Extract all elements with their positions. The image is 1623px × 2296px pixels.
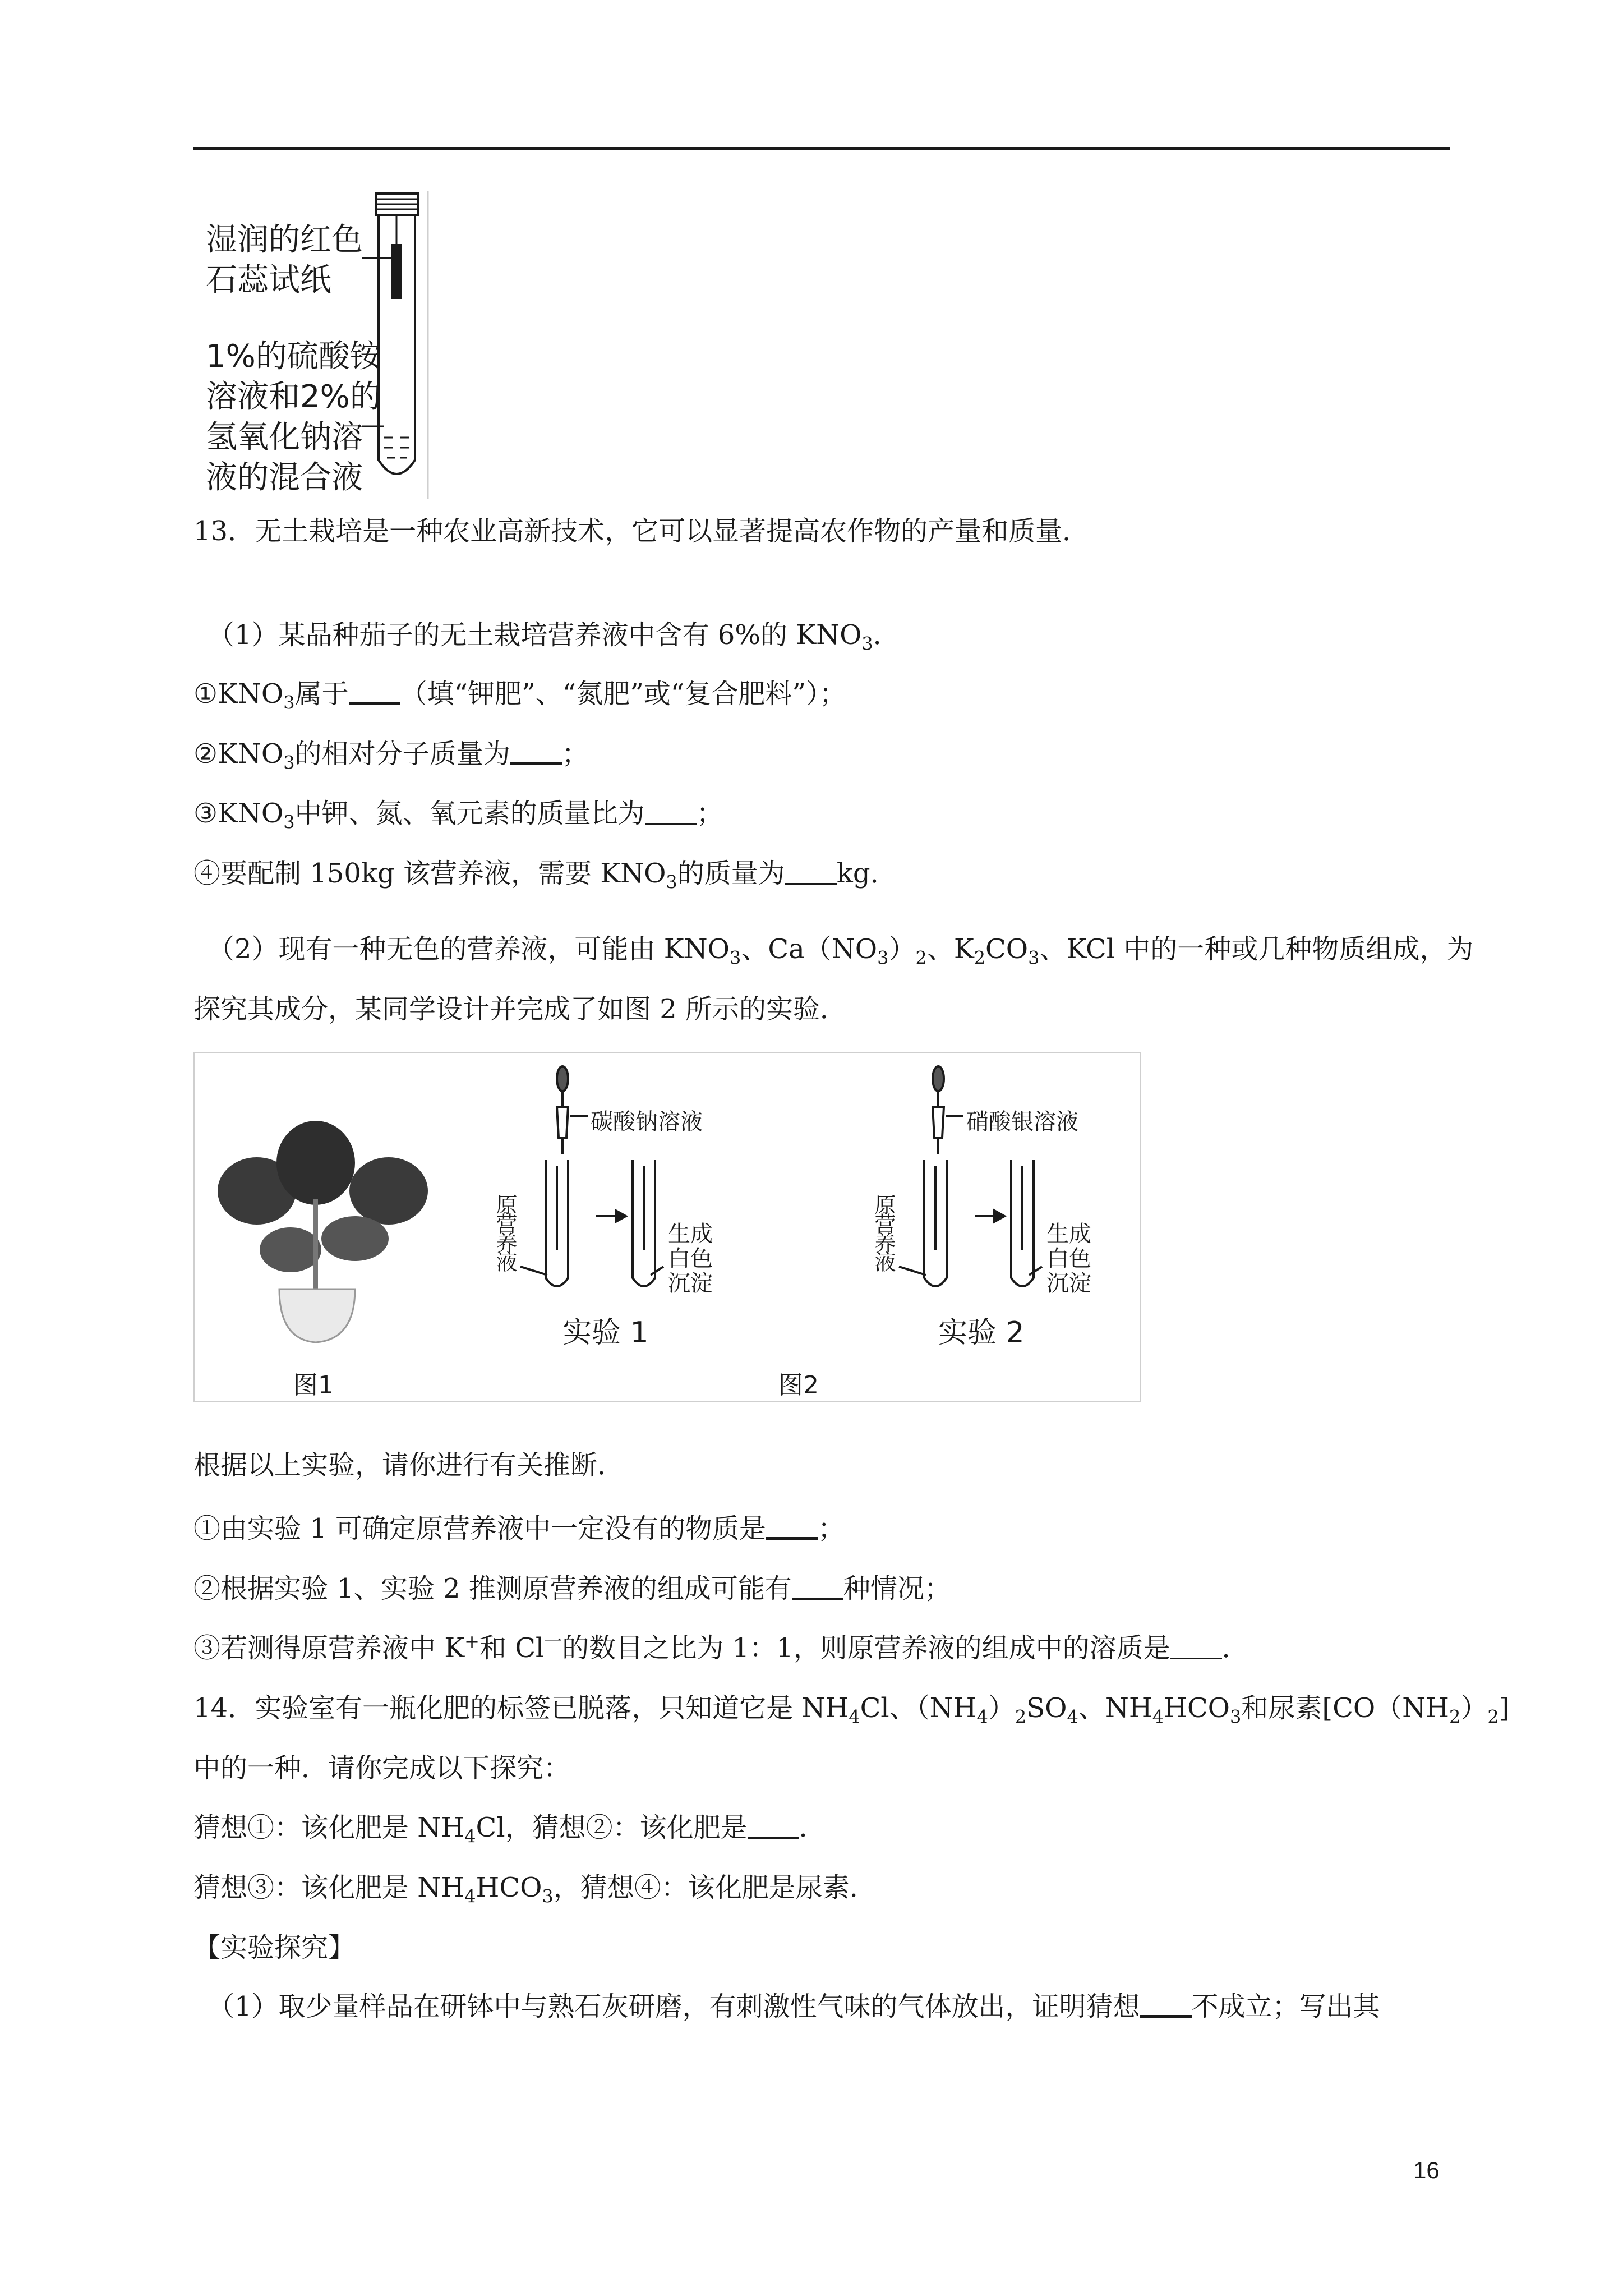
experiment-2-caption: 实验 2 — [938, 1316, 1025, 1350]
answer-blank[interactable] — [645, 800, 697, 825]
answer-blank[interactable] — [510, 740, 562, 765]
answer-blank[interactable] — [1140, 1993, 1192, 2018]
litmus-paper-label: 湿润的红色 石蕊试纸 — [206, 222, 363, 298]
orig-liquid-label-1: 原营养液 — [492, 1194, 517, 1270]
experiment-1-caption: 实验 1 — [562, 1316, 649, 1350]
infer-3: ③若测得原营养液中 K+和 $Cl^一$的数目之比为 1：1，则原营养液的组成中的溶质是 ． — [193, 1631, 1249, 1664]
q13-part2-cont: 探究其成分，某同学设计并完成了如图 2 所示的实验． — [193, 993, 847, 1025]
figure-2-caption: 图2 — [778, 1371, 819, 1400]
q13-part1: （1）某品种茄子的无土栽培营养液中含有 6%的 $KNO_3$． — [208, 619, 900, 655]
result-label-2: 生成 白色 沉淀 — [1046, 1221, 1091, 1296]
experiment-2-apparatus — [899, 1066, 1042, 1286]
reagent-2-label: 硝酸银溶液 — [966, 1109, 1078, 1135]
mixture-label: 1%的硫酸铵 溶液和2%的 氢氧化钠溶 液的混合液 — [206, 338, 381, 496]
result-label-1: 生成 白色 沉淀 — [668, 1221, 713, 1296]
header-rule — [193, 147, 1450, 150]
answer-blank[interactable] — [766, 1515, 818, 1540]
infer-2: ②根据实验 1、实验 2 推测原营养液的组成可能有 种情况； — [193, 1573, 951, 1604]
test-tube-drawing — [193, 191, 432, 499]
page-number: 16 — [1413, 2157, 1440, 2183]
answer-blank[interactable] — [792, 1576, 843, 1600]
reagent-1-label: 碳酸钠溶液 — [591, 1109, 703, 1135]
plant-illustration — [218, 1121, 428, 1342]
q13-sub1: $①KNO_3$属于 （填“钾肥”、“氮肥”或“复合肥料”）； — [193, 678, 846, 714]
q14-exp-1: （1）取少量样品在研钵中与熟石灰研磨，有刺激性气味的气体放出，证明猜想 不成立；写出其 — [208, 1991, 1380, 2022]
infer-1: ①由实验 1 可确定原营养液中一定没有的物质是 ； — [193, 1513, 845, 1544]
answer-blank[interactable] — [349, 680, 400, 705]
q13-sub3: $③KNO_3$中钾、氮、氧元素的质量比为 ； — [193, 798, 723, 833]
q13-sub2: $②KNO_3$的相对分子质量为 ； — [193, 738, 589, 774]
q14-stem-cont: 中的一种．请你完成以下探究： — [193, 1752, 571, 1784]
experiment-figure — [193, 1052, 1141, 1402]
q14-guess-1: 猜想①：该化肥是 $NH_4Cl$，猜想②：该化肥是 ． — [193, 1812, 826, 1847]
q14-section-heading: 【实验探究】 — [193, 1932, 356, 1963]
litmus-tube-figure — [193, 191, 432, 499]
q13-sub4: ④要配制 150kg 该营养液，需要 $KNO_3$的质量为 kg． — [193, 858, 897, 893]
q14-stem: 14．实验室有一瓶化肥的标签已脱落，只知道它是 $NH_4Cl$、$(NH_4)_2SO_4$、$NH_4HCO_3$和尿素$[CO(NH_2)_2]$ — [193, 1692, 1510, 1728]
answer-blank[interactable] — [1170, 1635, 1222, 1659]
q13-part2: （2）现有一种无色的营养液，可能由 $KNO_3$、$Ca(NO_3)_2$、$K_2CO_3$、KCl 中的一种或几种物质组成，为 — [208, 933, 1474, 969]
experiment-1-apparatus — [520, 1066, 663, 1286]
answer-blank[interactable] — [785, 861, 837, 885]
answer-blank[interactable] — [748, 1815, 799, 1839]
orig-liquid-label-2: 原营养液 — [871, 1194, 896, 1270]
q13-stem: 13．无土栽培是一种农业高新技术，它可以显著提高农作物的产量和质量． — [193, 516, 1090, 547]
infer-intro: 根据以上实验，请你进行有关推断． — [193, 1450, 625, 1481]
figure-1-caption: 图1 — [293, 1371, 334, 1400]
q14-guess-2: 猜想③：该化肥是 $NH_4HCO_3$，猜想④：该化肥是尿素． — [193, 1872, 877, 1907]
